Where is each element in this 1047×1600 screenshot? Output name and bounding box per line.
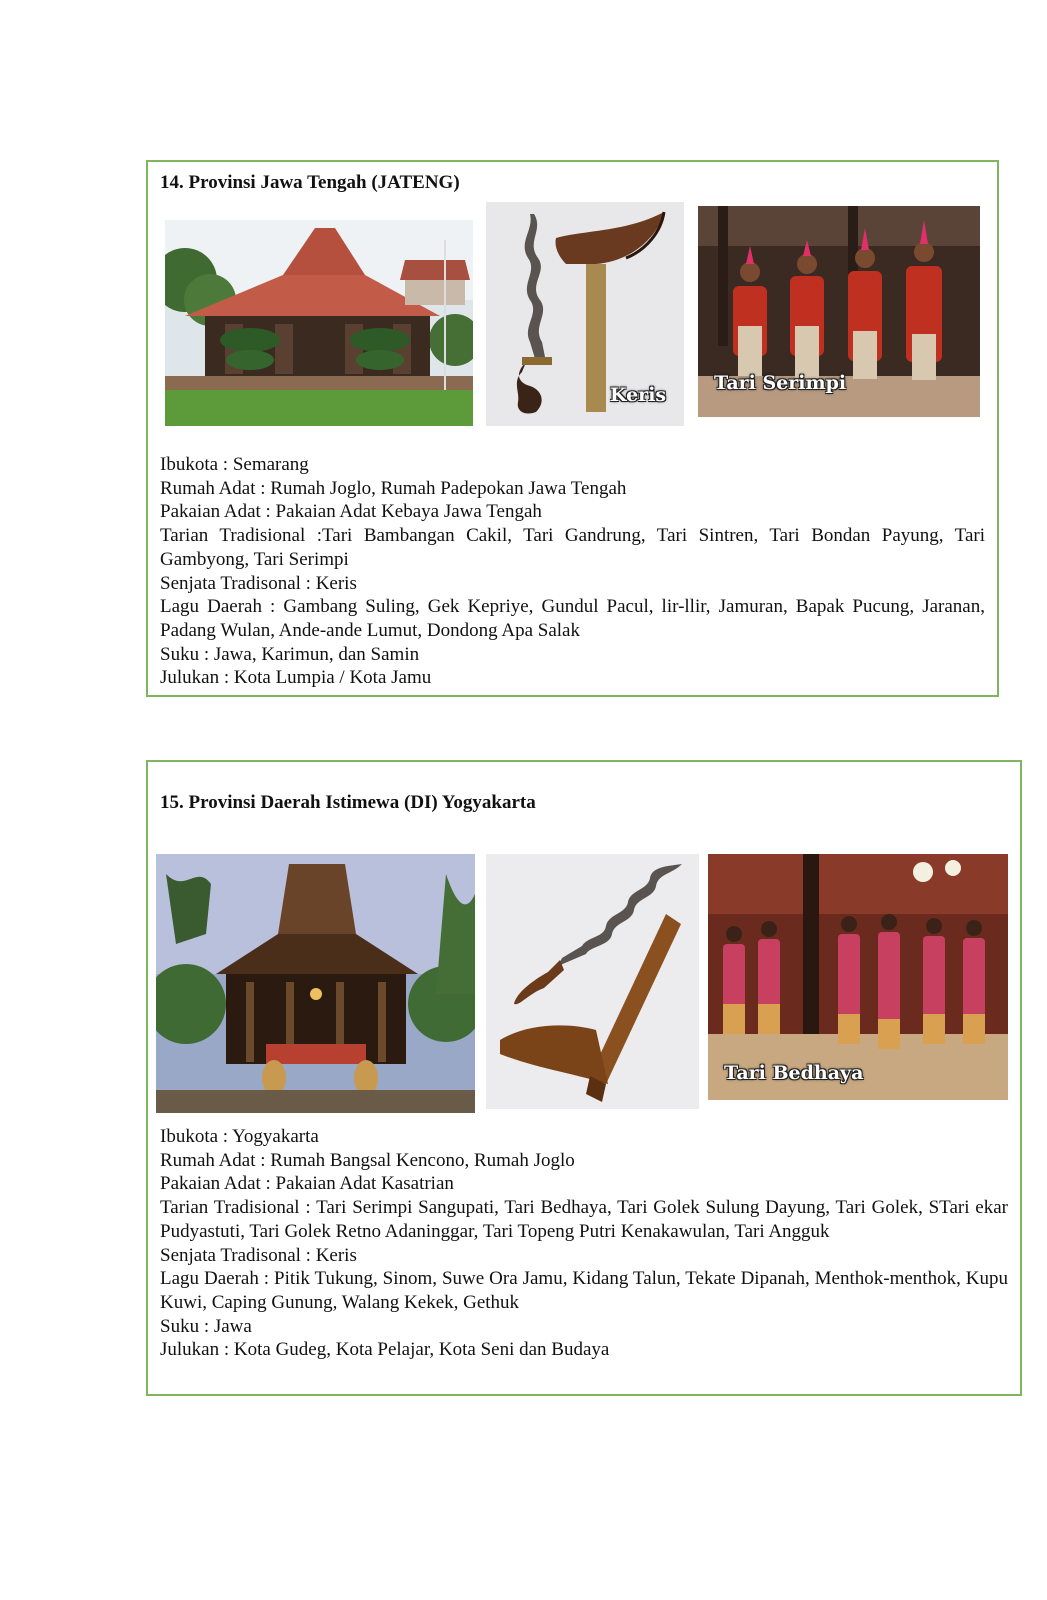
info-julukan: Julukan : Kota Gudeg, Kota Pelajar, Kota Seni dan Budaya: [160, 1339, 610, 1361]
info-senjata-tradisional: Senjata Tradisonal : Keris: [160, 1244, 357, 1266]
info-tarian-tradisional: Tarian Tradisional : Tari Serimpi Sangupati, Tari Bedhaya, Tari Golek Sulung Dayung, Tari Golek, STari ekar Pudyastuti, Tari Golek Retno Adaninggar, Tari Topeng Putri Kenakawulan, Tari Angguk: [160, 1197, 1008, 1242]
photo-rumah-bangsal-kencono: [156, 854, 475, 1113]
caption-tari-bedhaya: Tari Bedhaya: [724, 1062, 864, 1084]
info-senjata-tradisional: Senjata Tradisonal : Keris: [160, 572, 357, 594]
photo-tari-bedhaya: [708, 854, 1008, 1100]
province-info: [160, 1125, 1008, 1362]
info-ibukota: Ibukota : Yogyakarta: [160, 1126, 319, 1147]
province-card-jateng: [146, 160, 999, 697]
house-illustration: [165, 220, 473, 426]
house-illustration: [156, 854, 475, 1113]
photo-keris: [486, 854, 699, 1109]
info-pakaian-adat: Pakaian Adat : Pakaian Adat Kasatrian: [160, 1173, 454, 1195]
photo-tari-serimpi: [698, 206, 980, 417]
photo-keris: [486, 202, 684, 426]
province-info: [160, 453, 985, 690]
caption-tari-serimpi: Tari Serimpi: [714, 372, 847, 394]
info-rumah-adat: Rumah Adat : Rumah Bangsal Kencono, Rumah Joglo: [160, 1149, 575, 1171]
province-heading: 15. Provinsi Daerah Istimewa (DI) Yogyakarta: [160, 792, 536, 813]
province-heading: 14. Provinsi Jawa Tengah (JATENG): [160, 172, 460, 193]
info-suku: Suku : Jawa: [160, 1315, 252, 1337]
info-tarian-tradisional: Tarian Tradisional :Tari Bambangan Cakil, Tari Gandrung, Tari Sintren, Tari Bondan Payung, Tari Gambyong, Tari Serimpi: [160, 525, 985, 570]
info-lagu-daerah: Lagu Daerah : Pitik Tukung, Sinom, Suwe Ora Jamu, Kidang Talun, Tekate Dipanah, Menthok-menthok, Kupu Kuwi, Caping Gunung, Walang Kekek, Gethuk: [160, 1268, 1008, 1313]
province-card-yogyakarta: [146, 760, 1022, 1396]
photo-rumah-joglo: [165, 220, 473, 426]
keris-illustration: [486, 854, 699, 1109]
info-rumah-adat: Rumah Adat : Rumah Joglo, Rumah Padepokan Jawa Tengah: [160, 477, 627, 499]
info-pakaian-adat: Pakaian Adat : Pakaian Adat Kebaya Jawa Tengah: [160, 501, 542, 523]
caption-keris: Keris: [610, 384, 667, 406]
info-ibukota: Ibukota : Semarang: [160, 454, 309, 475]
info-lagu-daerah: Lagu Daerah : Gambang Suling, Gek Kepriye, Gundul Pacul, lir-llir, Jamuran, Bapak Pucung, Jaranan, Padang Wulan, Ande-ande Lumut, Dondong Apa Salak: [160, 596, 985, 641]
info-suku: Suku : Jawa, Karimun, dan Samin: [160, 643, 420, 665]
info-julukan: Julukan : Kota Lumpia / Kota Jamu: [160, 667, 432, 689]
